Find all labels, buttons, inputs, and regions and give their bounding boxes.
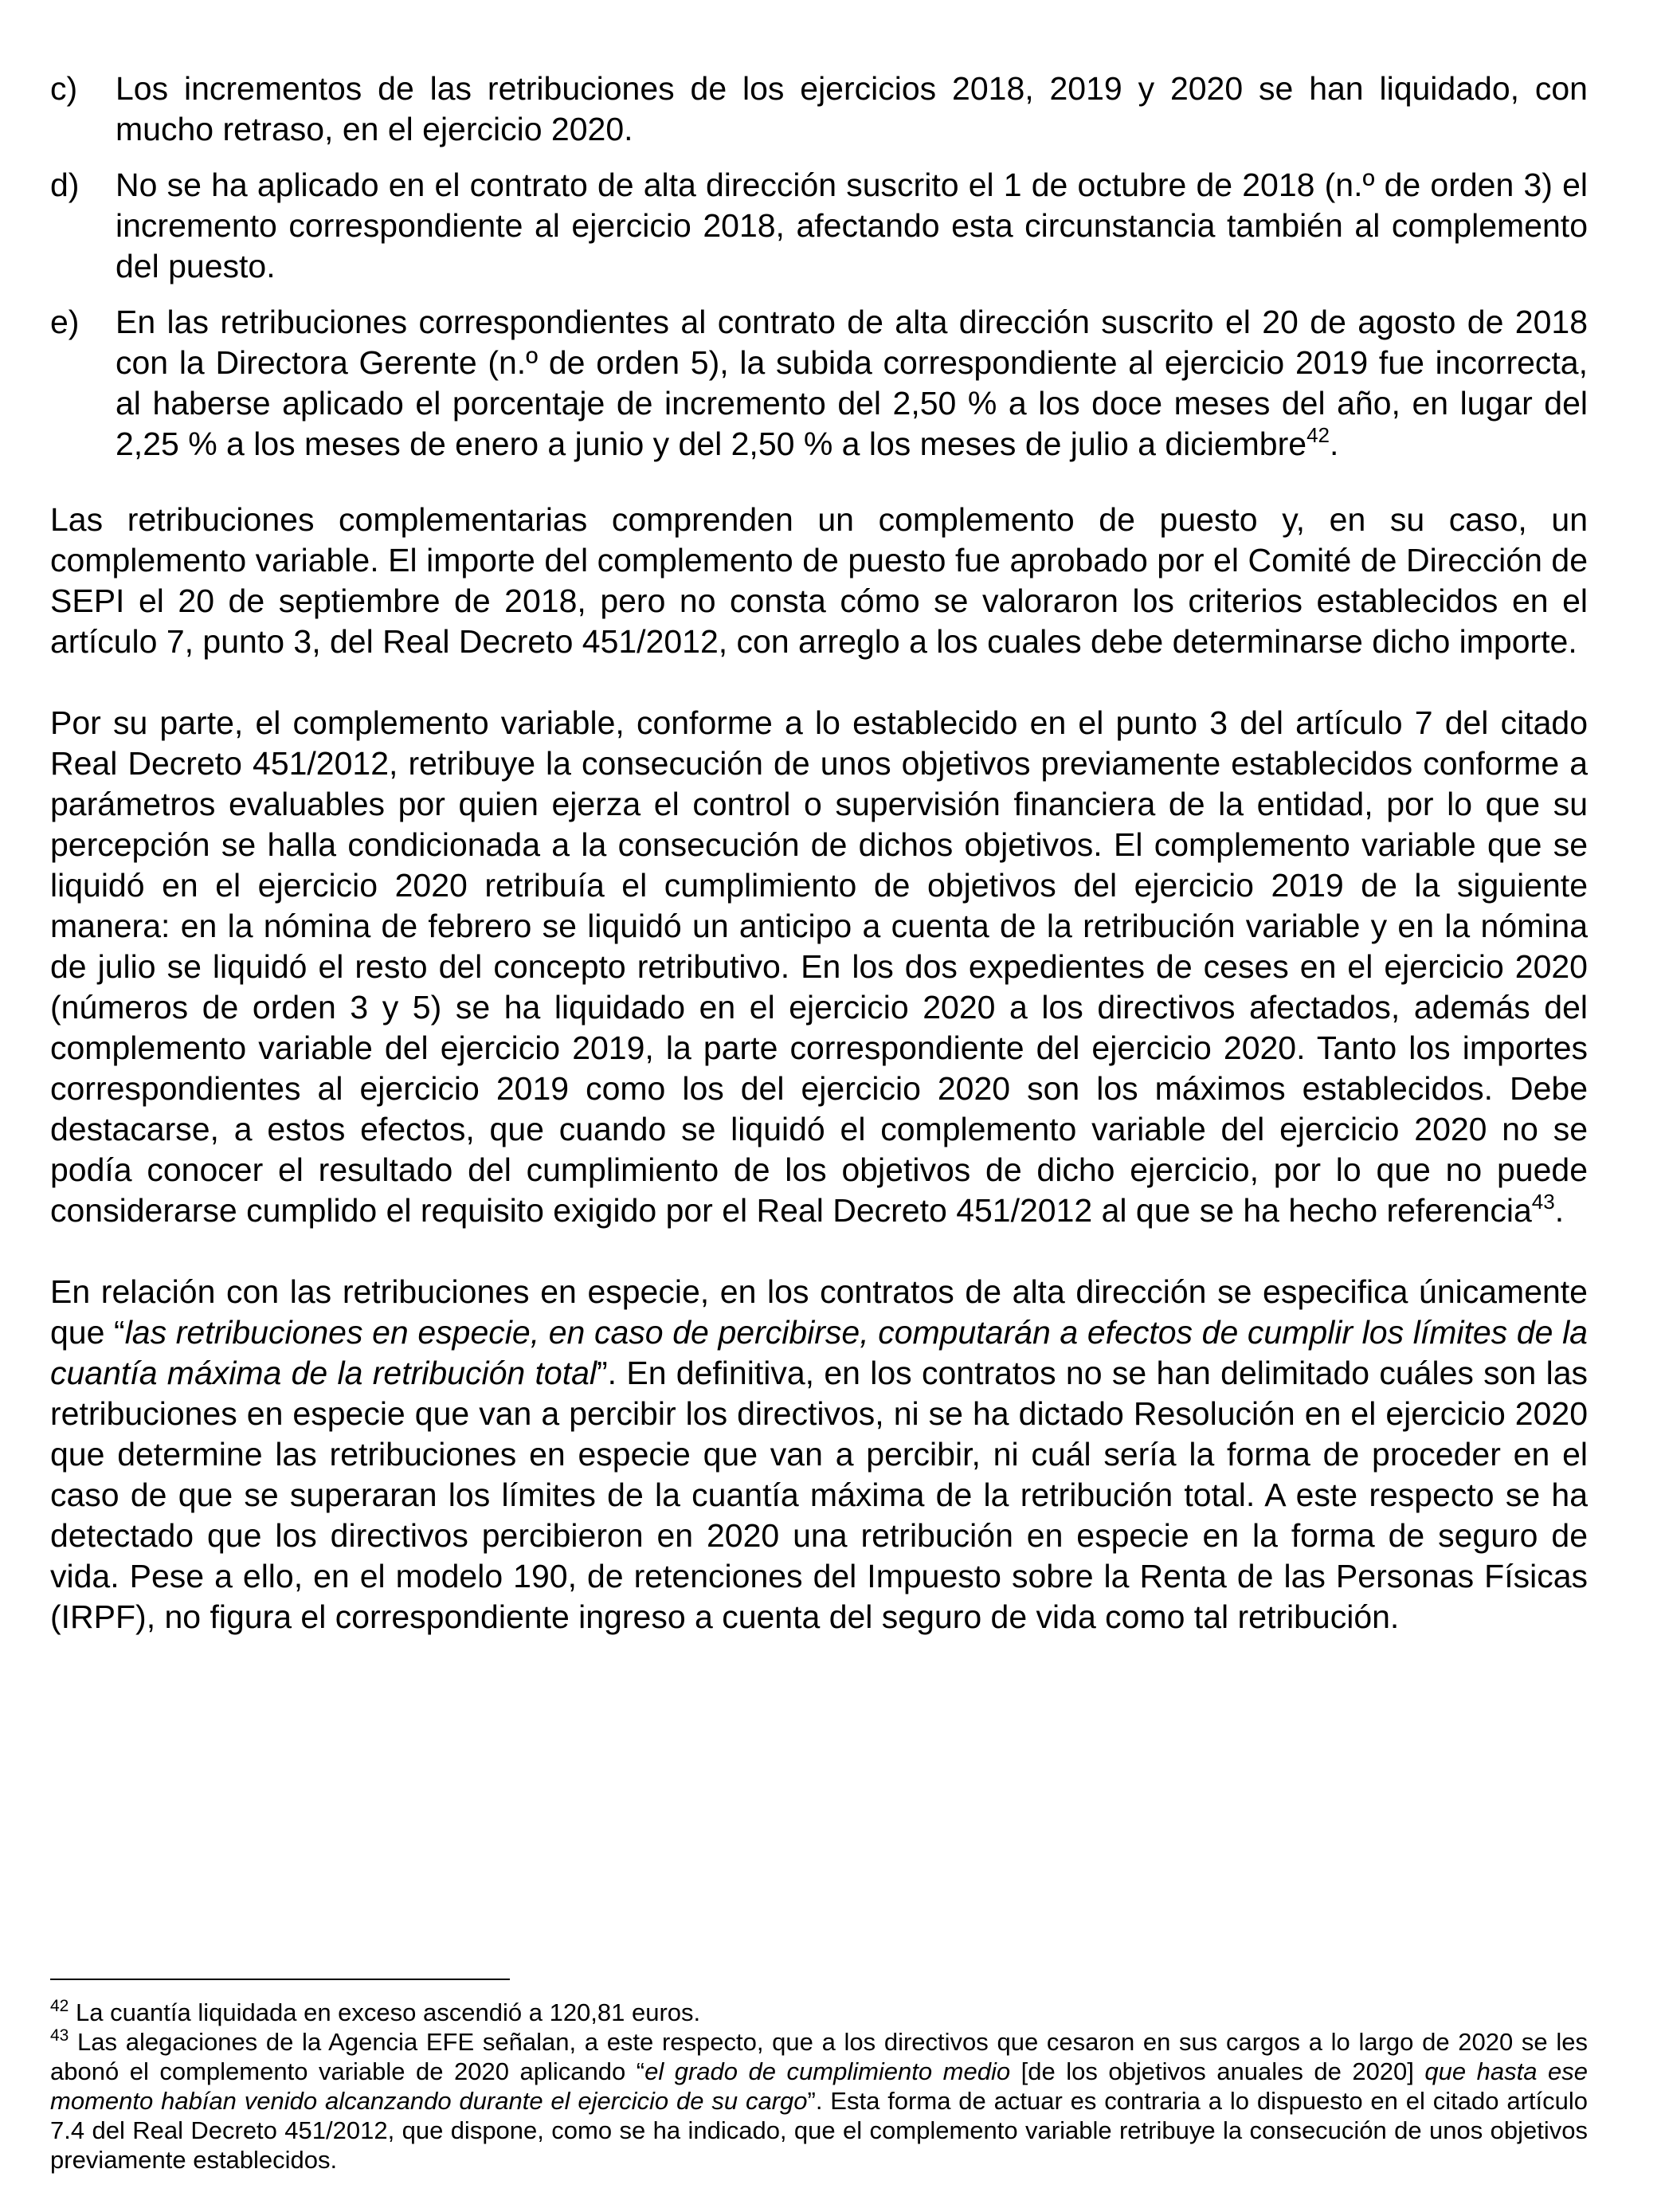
- list-marker: d): [50, 167, 80, 203]
- paragraph-text: En relación con las retribuciones en especie, en los contratos de alta dirección se especifica únicamente que “: [50, 1273, 1588, 1351]
- paragraph-complemento-variable: [50, 703, 1588, 1231]
- list-item-text: [116, 302, 1588, 465]
- paragraph-complementarias: Las retribuciones complementarias comprenden un complemento de puesto y, en su caso, un complemento variable. El importe del complemento de puesto fue aprobado por el Comité de Dirección de SEPI el 20 de septiembre de 2018, pero no consta cómo se valoraron los criterios establecidos en el artículo 7, punto 3, del Real Decreto 451/2012, con arreglo a los cuales debe determinarse dicho importe.: [50, 501, 1588, 660]
- sentence-end: .: [1329, 426, 1339, 462]
- footnote-42: [50, 1998, 1588, 2027]
- footnote-ref-43[interactable]: 43: [1531, 1190, 1555, 1214]
- list-item-text: No se ha aplicado en el contrato de alta dirección suscrito el 1 de octubre de 2018 (n.º de orden 3) el incremento correspondiente al ejercicio 2018, afectando esta circunstancia también al complemento del puesto.: [116, 167, 1588, 284]
- list-item-text-body: En las retribuciones correspondientes al contrato de alta dirección suscrito el 20 de agosto de 2018 con la Directora Gerente (n.º de orden 5), la subida correspondiente al ejercicio 2019 fue incorrecta, al haberse aplicado el porcentaje de incremento del 2,50 % a los doce meses del año, en lugar del 2,25 % a los meses de enero a junio y del 2,50 % a los meses de julio a diciembre: [116, 304, 1588, 462]
- footnote-text: Las alegaciones de la Agencia EFE señalan, a este respecto, que a los directivos que cesaron en sus cargos a lo largo de 2020 se les abonó el complemento variable de 2020 aplicando “: [50, 2028, 1588, 2085]
- list-marker: e): [50, 304, 80, 340]
- list-item-c: [50, 69, 1588, 150]
- main-text: [50, 69, 1588, 1637]
- footnote-separator: [50, 1979, 510, 1980]
- footnote-quote: que hasta ese momento habían venido alcanzando durante el ejercicio de su cargo: [50, 2057, 1588, 2115]
- footnote-ref-42[interactable]: 42: [1306, 423, 1330, 447]
- paragraph-text: Por su parte, el complemento variable, conforme a lo establecido en el punto 3 del artículo 7 del citado Real Decreto 451/2012, retribuye la consecución de unos objetivos previamente establecidos conforme a parámetros evaluables por quien ejerza el control o supervisión financiera de la entidad, por lo que su percepción se halla condicionada a la consecución de dichos objetivos. El complemento variable que se liquidó en el ejercicio 2020 retribuía el cumplimiento de objetivos del ejercicio 2019 de la siguiente manera: en la nómina de febrero se liquidó un anticipo a cuenta de la retribución variable y en la nómina de julio se liquidó el resto del concepto retributivo. En los dos expedientes de ceses en el ejercicio 2020 (números de orden 3 y 5) se ha liquidado en el ejercicio 2020 a los directivos afectados, además del complemento variable del ejercicio 2019, la parte correspondiente del ejercicio 2020. Tanto los importes correspondientes al ejercicio 2019 como los del ejercicio 2020 son los máximos establecidos. Debe destacarse, a estos efectos, que cuando se liquidó el complemento variable del ejercicio 2020 no se podía conocer el resultado del cumplimiento de los objetivos de dicho ejercicio, por lo que no puede considerarse cumplido el requisito exigido por el Real Decreto 451/2012 al que se ha hecho referencia: [50, 704, 1588, 1229]
- footnote-number: 43: [50, 2026, 69, 2045]
- list-marker: c): [50, 70, 78, 107]
- list-item-text: Los incrementos de las retribuciones de los ejercicios 2018, 2019 y 2020 se han liquidado, con mucho retraso, en el ejercicio 2020.: [116, 70, 1588, 147]
- footnote-text: La cuantía liquidada en exceso ascendió a 120,81 euros.: [69, 1998, 701, 2026]
- footnote-number: 42: [50, 1997, 69, 2015]
- footnote-43: [50, 2027, 1588, 2175]
- list-item-e: [50, 302, 1588, 465]
- footnote-text-continued: ”. Esta forma de actuar es contraria a lo dispuesto en el citado artículo 7.4 del Real Decreto 451/2012, que dispone, como se ha indicado, que el complemento variable retribuye la consecución de unos objetivos previamente establecidos.: [50, 2087, 1589, 2174]
- paragraph-retribuciones-especie: [50, 1272, 1588, 1637]
- footnote-quote: el grado de cumplimiento medio: [644, 2057, 1011, 2085]
- quoted-clause: las retribuciones en especie, en caso de percibirse, computarán a efectos de cumplir los límites de la cuantía máxima de la retribución total: [50, 1314, 1588, 1391]
- findings-list: [50, 69, 1588, 465]
- sentence-end: .: [1554, 1192, 1565, 1229]
- paragraph-text-continued: ”. En definitiva, en los contratos no se han delimitado cuáles son las retribuciones en especie que van a percibir los directivos, ni se ha dictado Resolución en el ejercicio 2020 que determine las retribuciones en especie que van a percibir, ni cuál sería la forma de proceder en el caso de que se superaran los límites de la cuantía máxima de la retribución total. A este respecto se ha detectado que los directivos percibieron en 2020 una retribución en especie en la forma de seguro de vida. Pese a ello, en el modelo 190, de retenciones del Impuesto sobre la Renta de las Personas Físicas (IRPF), no figura el correspondiente ingreso a cuenta del seguro de vida como tal retribución.: [50, 1355, 1589, 1635]
- footnote-text-bracket: [de los objetivos anuales de 2020]: [1010, 2057, 1425, 2085]
- list-item-d: [50, 165, 1588, 287]
- footnotes: [50, 1998, 1588, 2175]
